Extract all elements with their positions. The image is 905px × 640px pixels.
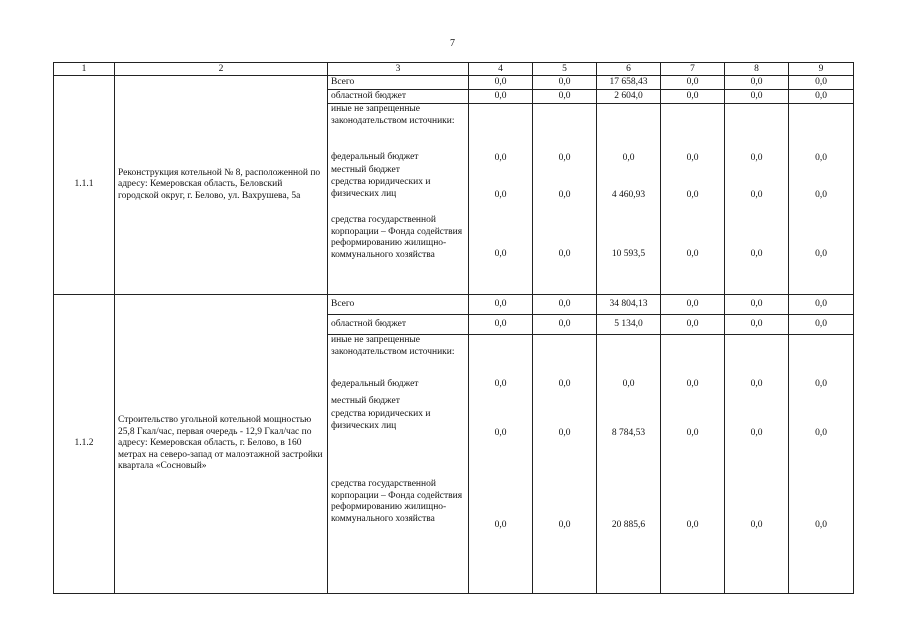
- value-cell: 0,0: [815, 520, 827, 531]
- value-cell: 0,0: [815, 248, 827, 259]
- value-column: [661, 335, 725, 594]
- value-cell: 0,0: [789, 90, 854, 104]
- source-label: Всего: [328, 76, 469, 90]
- value-cell: 20 885,6: [611, 520, 646, 531]
- source-label: областной бюджет: [328, 315, 469, 335]
- value-cell: 0,0: [469, 315, 533, 335]
- value-cell: 0,0: [469, 295, 533, 315]
- row-id: 1.1.2: [54, 295, 115, 594]
- source-label: федеральный бюджет: [331, 379, 419, 390]
- value-cell: 0,0: [750, 428, 763, 439]
- value-column: [725, 104, 789, 295]
- value-cell: 0,0: [686, 152, 699, 163]
- value-column: [597, 335, 661, 594]
- value-cell: 0,0: [533, 315, 597, 335]
- value-cell: 0,0: [533, 76, 597, 90]
- value-cell: 0,0: [686, 190, 699, 201]
- value-cell: 17 658,43: [597, 76, 661, 90]
- value-cell: 0,0: [686, 248, 699, 259]
- column-header: 2: [115, 63, 328, 76]
- source-label: средства юридических и физических лиц: [331, 409, 431, 431]
- value-cell: 0,0: [494, 428, 507, 439]
- value-cell: 0,0: [789, 295, 854, 315]
- header-row: [54, 63, 854, 76]
- value-column: [789, 104, 854, 295]
- row-description: Строительство угольной котельной мощностью 25,8 Гкал/час, первая очередь - 12,9 Гкал/час по адресу: Кемеровская область, г. Белово, в 160 метрах на северо-запад от малоэтажной застройки квартала «Сосновый»: [115, 295, 328, 594]
- column-header: 9: [789, 63, 854, 76]
- value-column: [533, 104, 597, 295]
- source-label: средства государственной корпорации – Фонда содействия реформированию жилищно-коммунального хозяйства: [331, 479, 463, 524]
- value-cell: 2 604,0: [597, 90, 661, 104]
- value-cell: 0,0: [558, 152, 571, 163]
- value-cell: 0,0: [750, 248, 763, 259]
- value-cell: 0,0: [494, 248, 507, 259]
- value-cell: 0,0: [750, 152, 763, 163]
- source-label: средства государственной корпорации – Фонда содействия реформированию жилищно-коммунального хозяйства: [331, 215, 463, 260]
- value-cell: 0,0: [469, 76, 533, 90]
- value-cell: 10 593,5: [611, 248, 646, 259]
- budget-table: [53, 62, 854, 594]
- value-column: [469, 335, 533, 594]
- column-header: 6: [597, 63, 661, 76]
- source-label: местный бюджет: [331, 165, 400, 175]
- source-label: областной бюджет: [328, 90, 469, 104]
- source-label: иные не запрещенные законодательством источники:: [331, 104, 455, 126]
- sources-block: [328, 104, 469, 295]
- source-label: иные не запрещенные законодательством источники:: [331, 335, 455, 357]
- value-cell: 0,0: [558, 190, 571, 201]
- value-cell: 0,0: [815, 152, 827, 163]
- value-cell: 0,0: [622, 379, 635, 390]
- value-cell: 0,0: [815, 428, 827, 439]
- value-cell: 0,0: [558, 248, 571, 259]
- sources-block: [328, 335, 469, 594]
- value-cell: 0,0: [533, 90, 597, 104]
- value-cell: 0,0: [558, 379, 571, 390]
- value-column: [789, 335, 854, 594]
- column-header: 5: [533, 63, 597, 76]
- value-cell: 0,0: [494, 379, 507, 390]
- column-header: 1: [54, 63, 115, 76]
- value-cell: 0,0: [725, 76, 789, 90]
- value-cell: 0,0: [494, 152, 507, 163]
- value-cell: 0,0: [815, 379, 827, 390]
- source-label: федеральный бюджет: [331, 152, 419, 162]
- page-number: 7: [450, 38, 455, 49]
- value-cell: 34 804,13: [597, 295, 661, 315]
- value-column: [725, 335, 789, 594]
- source-label: средства юридических и физических лиц: [331, 177, 431, 199]
- value-cell: 0,0: [558, 428, 571, 439]
- value-cell: 0,0: [558, 520, 571, 531]
- column-header: 8: [725, 63, 789, 76]
- value-cell: 0,0: [622, 152, 635, 163]
- value-cell: 0,0: [661, 295, 725, 315]
- value-cell: 0,0: [789, 315, 854, 335]
- table-row: [54, 295, 854, 315]
- value-cell: 0,0: [750, 520, 763, 531]
- value-cell: 0,0: [469, 90, 533, 104]
- value-cell: 0,0: [686, 379, 699, 390]
- value-cell: 0,0: [533, 295, 597, 315]
- value-cell: 4 460,93: [611, 190, 646, 201]
- value-cell: 0,0: [725, 315, 789, 335]
- column-header: 3: [328, 63, 469, 76]
- value-cell: 0,0: [725, 90, 789, 104]
- value-cell: 8 784,53: [611, 428, 646, 439]
- value-cell: 0,0: [686, 520, 699, 531]
- source-label: Всего: [328, 295, 469, 315]
- value-cell: 0,0: [789, 76, 854, 90]
- value-cell: 0,0: [661, 315, 725, 335]
- value-cell: 0,0: [494, 190, 507, 201]
- value-cell: 0,0: [750, 190, 763, 201]
- table-row: [54, 76, 854, 90]
- value-column: [597, 104, 661, 295]
- value-column: [661, 104, 725, 295]
- value-cell: 0,0: [661, 76, 725, 90]
- row-description: Реконструкция котельной № 8, расположенной по адресу: Кемеровская область, Беловский городской округ, г. Белово, ул. Вахрушева, 5а: [115, 76, 328, 295]
- row-id: 1.1.1: [54, 76, 115, 295]
- source-label: местный бюджет: [331, 396, 400, 407]
- column-header: 7: [661, 63, 725, 76]
- value-cell: 5 134,0: [597, 315, 661, 335]
- value-cell: 0,0: [750, 379, 763, 390]
- value-cell: 0,0: [815, 190, 827, 201]
- value-cell: 0,0: [686, 428, 699, 439]
- column-header: 4: [469, 63, 533, 76]
- value-cell: 0,0: [494, 520, 507, 531]
- value-cell: 0,0: [725, 295, 789, 315]
- value-cell: 0,0: [661, 90, 725, 104]
- value-column: [469, 104, 533, 295]
- value-column: [533, 335, 597, 594]
